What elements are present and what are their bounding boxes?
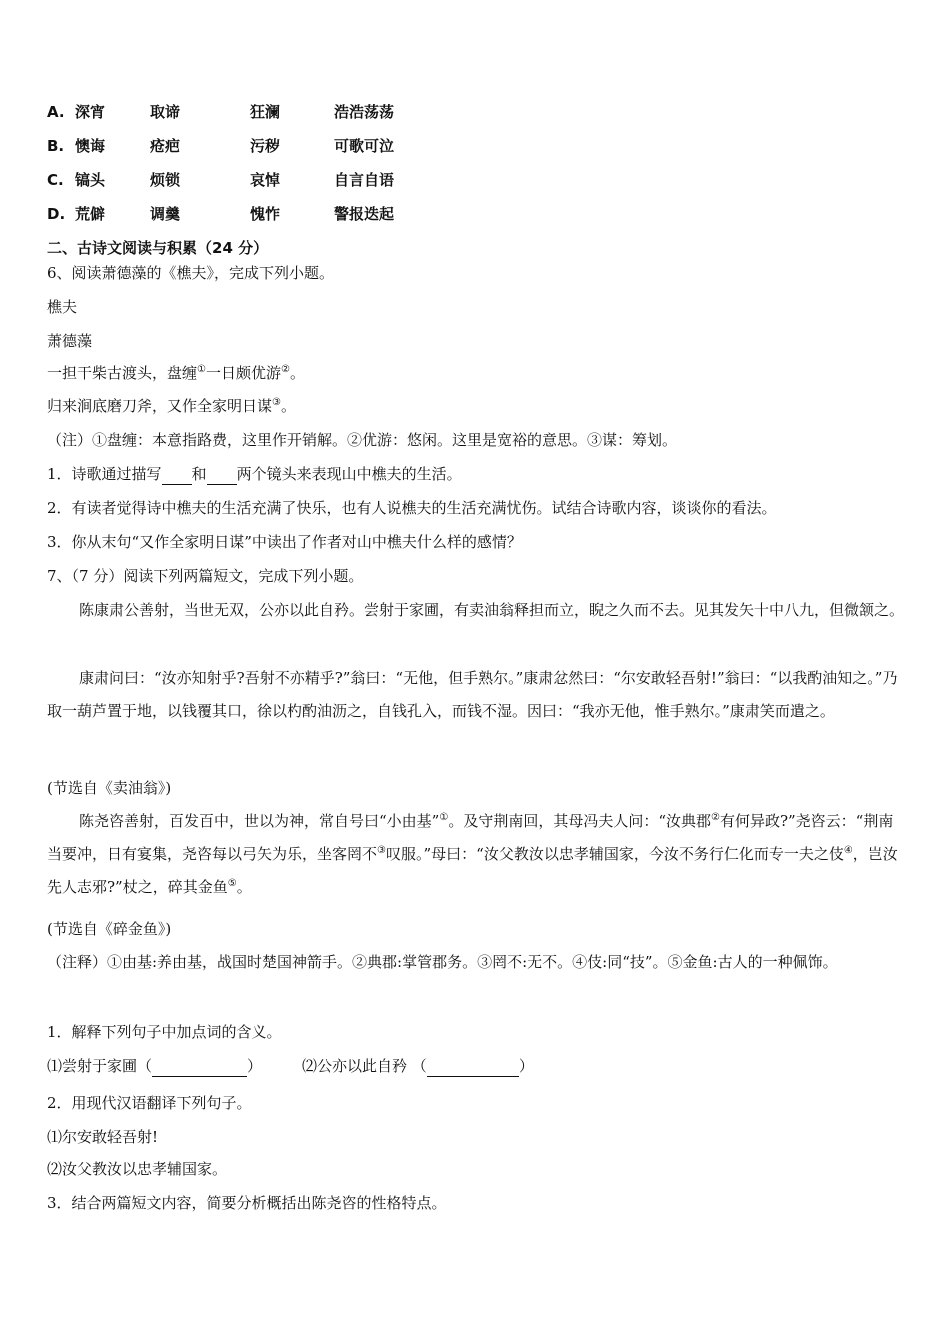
option-word: 荒僻 bbox=[75, 205, 106, 223]
poem-text: 。 bbox=[289, 364, 305, 382]
option-b bbox=[47, 135, 497, 157]
answer-blank[interactable] bbox=[162, 468, 192, 485]
option-c bbox=[47, 169, 497, 191]
question-6-3: 3．你从末句“又作全家明日谋”中读出了作者对山中樵夫什么样的感情？ bbox=[47, 533, 522, 551]
poem-title: 樵夫 bbox=[47, 298, 78, 316]
poem-note: （注）①盘缠：本意指路费，这里作开销解。②优游：悠闲。这里是宽裕的意思。③谋：筹划。 bbox=[47, 431, 678, 449]
option-label: D. bbox=[47, 205, 66, 223]
passage-text: 有何异政?”尧咨云：“荆南当要冲，日有宴集，尧咨每以弓矢为乐，坐客罔不 bbox=[47, 812, 894, 863]
section-heading: 二、古诗文阅读与积累（24 分） bbox=[47, 239, 269, 257]
footnote-mark: ③ bbox=[377, 845, 386, 856]
passage-text: 。及守荆南回，其母冯夫人问：“汝典郡 bbox=[448, 812, 711, 830]
passage-1-para-1: 陈康肃公善射，当世无双，公亦以此自矜。尝射于家圃，有卖油翁释担而立，睨之久而不去。见其发矢十中八九，但微颔之。 bbox=[79, 601, 905, 619]
option-word: 取谛 bbox=[150, 103, 181, 121]
option-word: 警报迭起 bbox=[334, 205, 395, 223]
poem-text: 。 bbox=[280, 397, 296, 415]
question-text: ⑴尝射于家圃（ bbox=[47, 1057, 153, 1075]
question-6-intro: 6、阅读萧德藻的《樵夫》，完成下列小题。 bbox=[47, 264, 335, 282]
question-6-2: 2．有读者觉得诗中樵夫的生活充满了快乐，也有人说樵夫的生活充满忧伤。试结合诗歌内容，谈谈你的看法。 bbox=[47, 499, 777, 517]
footnote-mark: ② bbox=[281, 364, 290, 375]
question-text: 1．诗歌通过描写 bbox=[47, 465, 162, 483]
footnote-mark: ② bbox=[710, 812, 720, 823]
question-text: ） bbox=[518, 1057, 534, 1075]
option-word: 愧怍 bbox=[250, 205, 281, 223]
passage-2-note: （注释）①由基:养由基，战国时楚国神箭手。②典郡:掌管郡务。③罔不:无不。④伎:同“技”。⑤金鱼:古人的一种佩饰。 bbox=[47, 953, 838, 971]
passage-2-source: (节选自《碎金鱼》) bbox=[47, 920, 172, 938]
option-word: 狂澜 bbox=[250, 103, 281, 121]
question-7-2-ii: ⑵汝父教汝以忠孝辅国家。 bbox=[47, 1160, 228, 1178]
passage-text: 陈尧咨善射，百发百中，世以为神，常自号曰“小由基” bbox=[79, 812, 440, 830]
footnote-mark: ① bbox=[197, 364, 206, 375]
question-text: 和 bbox=[191, 465, 207, 483]
poem-text: 归来涧底磨刀斧，又作全家明日谋 bbox=[47, 397, 273, 415]
question-7-intro: 7、（7 分）阅读下列两篇短文，完成下列小题。 bbox=[47, 567, 364, 585]
answer-blank[interactable] bbox=[427, 1060, 519, 1077]
option-word: 深宵 bbox=[75, 103, 106, 121]
option-label: A. bbox=[47, 103, 65, 121]
option-word: 烦锁 bbox=[150, 171, 181, 189]
poem-text: 一担干柴古渡头，盘缠 bbox=[47, 364, 198, 382]
footnote-mark: ⑤ bbox=[227, 878, 237, 889]
answer-blank[interactable] bbox=[152, 1060, 247, 1077]
passage-text: 。 bbox=[236, 878, 252, 896]
option-word: 自言自语 bbox=[334, 171, 395, 189]
option-d bbox=[47, 203, 497, 225]
passage-2-para bbox=[47, 805, 907, 904]
option-label: B. bbox=[47, 137, 65, 155]
footnote-mark: ④ bbox=[843, 845, 853, 856]
passage-text: 叹服。”母曰：“汝父教汝以忠孝辅国家，今汝不务行仁化而专一夫之伎 bbox=[385, 845, 844, 863]
option-word: 浩浩荡荡 bbox=[334, 103, 395, 121]
poem-author: 萧德藻 bbox=[47, 332, 93, 350]
question-7-3: 3．结合两篇短文内容，简要分析概括出陈尧咨的性格特点。 bbox=[47, 1194, 447, 1212]
question-6-1 bbox=[47, 463, 462, 485]
passage-1-para-2: 康肃问曰：“汝亦知射乎?吾射不亦精乎?”翁曰：“无他，但手熟尔。”康肃忿然曰：“尔安敢轻吾射!”翁曰：“以我酌油知之。”乃取一葫芦置于地，以钱覆其口，徐以杓酌油沥之，自钱孔入，而钱不湿。因曰：“我亦无他，惟手熟尔。”康肃笑而遣之。 bbox=[47, 669, 898, 720]
option-word: 疮疤 bbox=[150, 137, 181, 155]
question-text: 两个镜头来表现山中樵夫的生活。 bbox=[236, 465, 462, 483]
footnote-mark: ③ bbox=[272, 397, 281, 408]
poem-line-2 bbox=[47, 395, 296, 417]
option-word: 哀悼 bbox=[250, 171, 281, 189]
option-word: 调羹 bbox=[150, 205, 181, 223]
question-7-1: 1．解释下列句子中加点词的含义。 bbox=[47, 1023, 282, 1041]
poem-line-1 bbox=[47, 362, 305, 384]
footnote-mark: ① bbox=[439, 812, 449, 823]
question-text: ） bbox=[247, 1057, 263, 1075]
option-a bbox=[47, 101, 497, 123]
poem-text: 一日颇优游 bbox=[205, 364, 281, 382]
question-7-2-i: ⑴尔安敢轻吾射! bbox=[47, 1128, 159, 1146]
option-word: 污秽 bbox=[250, 137, 281, 155]
passage-text: ，岂汝先人志邪?”杖之，碎其金鱼 bbox=[47, 845, 898, 896]
answer-blank[interactable] bbox=[207, 468, 237, 485]
option-word: 镐头 bbox=[75, 171, 106, 189]
question-text: ⑵公亦以此自矜 （ bbox=[302, 1057, 427, 1075]
passage-1-source: (节选自《卖油翁》) bbox=[47, 779, 172, 797]
option-word: 可歌可泣 bbox=[334, 137, 395, 155]
option-label: C. bbox=[47, 171, 64, 189]
option-word: 懊诲 bbox=[75, 137, 106, 155]
question-7-2: 2．用现代汉语翻译下列句子。 bbox=[47, 1094, 252, 1112]
question-7-1-items bbox=[47, 1055, 534, 1077]
